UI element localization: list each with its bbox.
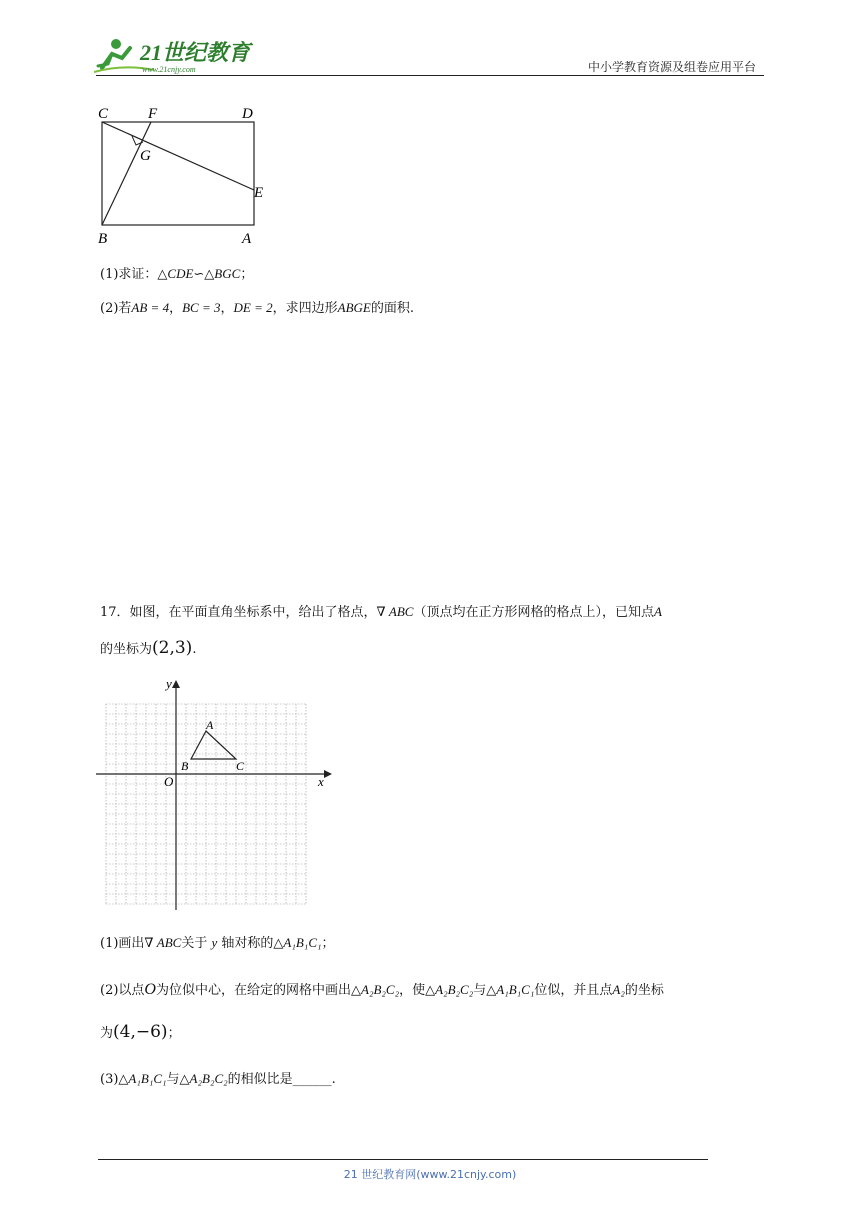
q17-part2-o: O bbox=[144, 981, 156, 998]
q17-part1-prefix: (1)画出 bbox=[100, 936, 145, 951]
label-F: F bbox=[148, 106, 158, 122]
logo-text: 21世纪教育 bbox=[140, 40, 251, 65]
q17-part3-t2: △A₂B₂C₂ bbox=[179, 1071, 228, 1086]
label-B: B bbox=[98, 231, 108, 247]
q17-part2-t2b: △A₂B₂C₂ bbox=[425, 982, 474, 997]
q17-part2-t2: △A₂B₂C₂ bbox=[351, 982, 400, 997]
header-divider bbox=[96, 75, 764, 76]
q17-part1-axis: y bbox=[211, 935, 218, 950]
q17-part3-a: (3) bbox=[100, 1072, 119, 1087]
axis-label-y: y bbox=[166, 676, 172, 691]
q17-part2-g: 为 bbox=[100, 1026, 114, 1041]
q17-part2-coord: (4,−6) bbox=[113, 1022, 168, 1042]
site-logo bbox=[94, 36, 264, 76]
q17-part2-e: 位似，并且点 bbox=[534, 983, 613, 998]
q17-part2-t1: △A₁B₁C₁ bbox=[486, 982, 535, 997]
logo-url: www.21cnjy.com bbox=[142, 65, 196, 74]
q16-part1 bbox=[100, 264, 253, 285]
label-G: G bbox=[140, 148, 151, 164]
q17-part2-line2 bbox=[100, 1022, 181, 1044]
q17-part1-mid: 关于 bbox=[181, 936, 208, 951]
q17-intro-b: （顶点均在正方形网格的格点上），已知点 bbox=[413, 605, 654, 620]
footer-link[interactable]: 21 世纪教育网(www.21cnjy.com) bbox=[343, 1168, 517, 1181]
coordinate-grid-figure bbox=[96, 676, 336, 916]
footer-divider bbox=[98, 1159, 708, 1160]
q17-intro-coord: (2,3) bbox=[152, 638, 193, 658]
q16-quad: ABGE bbox=[337, 300, 371, 315]
point-label-A: A bbox=[206, 718, 214, 732]
logo-graphic bbox=[94, 36, 264, 76]
q17-part2-c: ，使 bbox=[399, 983, 426, 998]
point-label-B: B bbox=[181, 759, 189, 773]
q17-part2-f: 的坐标 bbox=[624, 983, 664, 998]
q17-part1-mid2: 轴对称的 bbox=[221, 936, 274, 951]
q17-part2-b: 为位似中心，在给定的网格中画出 bbox=[155, 983, 351, 998]
grid-lines bbox=[106, 704, 306, 904]
q17-intro-d: . bbox=[192, 642, 197, 657]
q16-sep1: ， bbox=[169, 301, 183, 316]
point-label-C: C bbox=[236, 759, 245, 773]
q17-intro-a: 17．如图，在平面直角坐标系中，给出了格点， bbox=[100, 605, 377, 620]
q17-answer-blank[interactable]: ______ bbox=[292, 1072, 332, 1087]
x-axis-arrow bbox=[324, 770, 332, 778]
q17-intro-line1 bbox=[100, 602, 662, 623]
q17-intro-line2 bbox=[100, 638, 196, 660]
q17-part3-c: 的相似比是 bbox=[227, 1072, 293, 1087]
q17-part3-b: 与 bbox=[166, 1072, 180, 1087]
q17-part1-end: ； bbox=[321, 936, 335, 951]
q16-bc: BC = 3 bbox=[182, 300, 221, 315]
site-slogan: 中小学教育资源及组卷应用平台 bbox=[587, 60, 756, 74]
y-axis-arrow bbox=[172, 680, 180, 688]
q16-part1-suffix: ； bbox=[240, 267, 254, 282]
q16-sep2: ， bbox=[220, 301, 234, 316]
q17-intro-point: A bbox=[653, 604, 662, 619]
q16-part1-math: △CDE∽△BGC bbox=[157, 266, 241, 281]
q17-intro-c: 的坐标为 bbox=[100, 642, 153, 657]
label-D: D bbox=[242, 106, 253, 122]
label-E: E bbox=[254, 185, 264, 201]
q16-de: DE = 2 bbox=[233, 300, 273, 315]
q16-part2-end: 的面积. bbox=[370, 301, 414, 316]
axis-label-x: x bbox=[318, 774, 324, 789]
label-A: A bbox=[242, 231, 252, 247]
q17-intro-triangle: ∇ ABC bbox=[376, 604, 414, 619]
q16-ab: AB = 4 bbox=[131, 300, 170, 315]
q17-part1-tri: ∇ ABC bbox=[144, 935, 182, 950]
q16-part2 bbox=[100, 298, 414, 319]
q17-part3-t1: △A₁B₁C₁ bbox=[118, 1071, 167, 1086]
figure-rectangle bbox=[92, 100, 282, 250]
origin-label-O: O bbox=[164, 774, 174, 789]
q17-part3 bbox=[100, 1069, 336, 1090]
q17-part2-a2: A₂ bbox=[612, 982, 625, 997]
q17-part2-a: (2)以点 bbox=[100, 983, 145, 998]
q17-part3-d: . bbox=[331, 1072, 336, 1087]
q17-part2-d: 与 bbox=[473, 983, 487, 998]
q17-part1 bbox=[100, 933, 335, 954]
triangle-ABC bbox=[191, 731, 236, 759]
q17-part2-h: ； bbox=[167, 1026, 181, 1041]
q16-part2-prefix: (2)若 bbox=[100, 301, 132, 316]
q17-part2-line1 bbox=[100, 980, 664, 1001]
label-C: C bbox=[98, 106, 109, 122]
q17-part1-target: △A₁B₁C₁ bbox=[273, 935, 322, 950]
q16-part2-suffix: ，求四边形 bbox=[272, 301, 338, 316]
q16-part1-prefix: (1)求证： bbox=[100, 267, 158, 282]
